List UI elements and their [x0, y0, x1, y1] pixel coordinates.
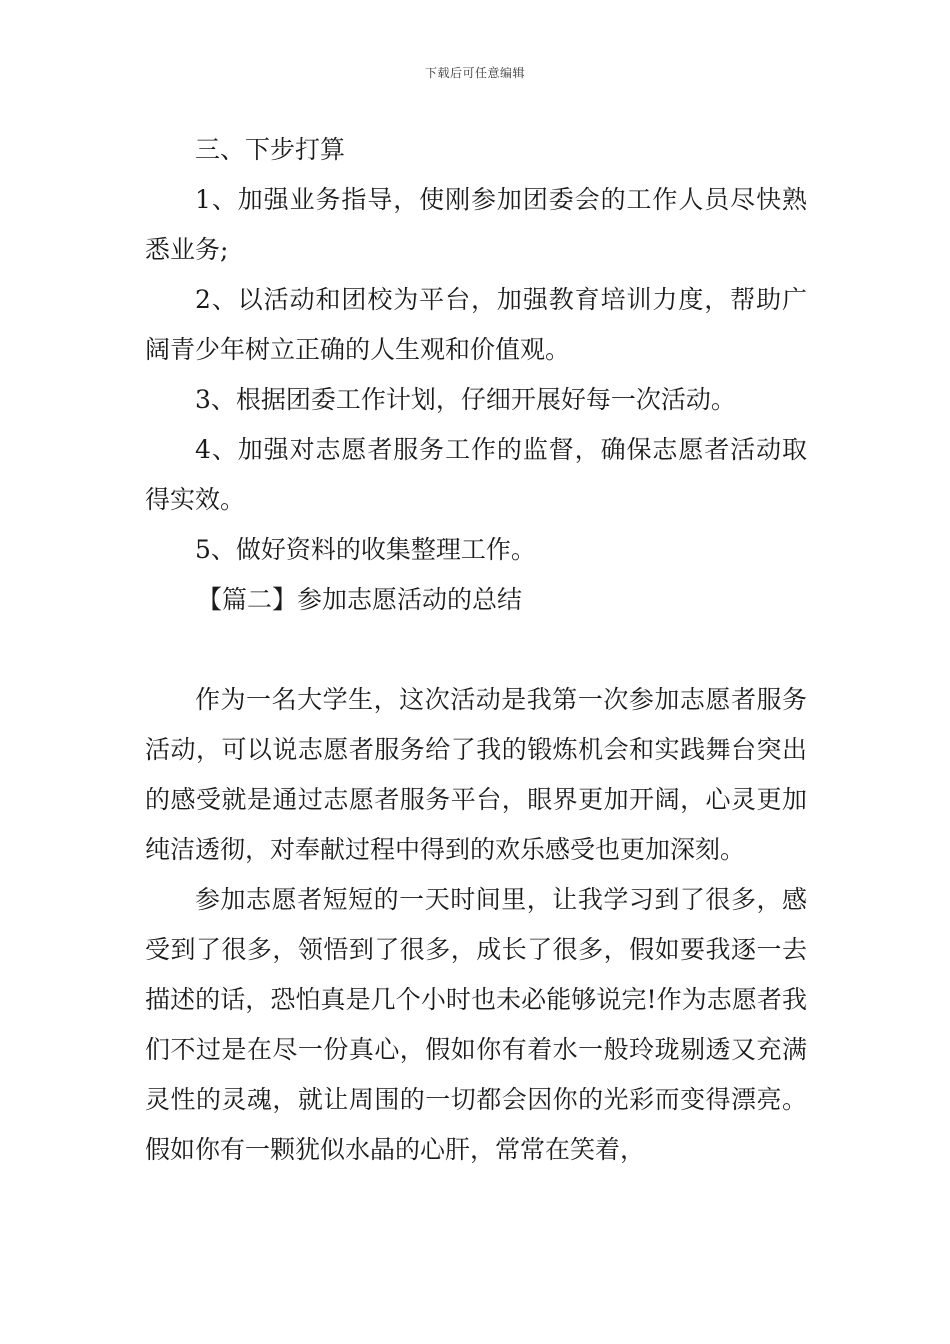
section-heading: 三、下步打算 [195, 135, 346, 164]
blank-line [145, 625, 807, 675]
plan-item: 5、做好资料的收集整理工作。 [195, 535, 536, 564]
page-header-note: 下载后可任意编辑 [424, 66, 525, 80]
plan-item: 1、加强业务指导，使刚参加团委会的工作人员尽快熟悉业务; [145, 185, 807, 264]
body-paragraph: 参加志愿者短短的一天时间里，让我学习到了很多，感受到了很多，领悟到了很多，成长了很多，假如要我逐一去描述的话，恐怕真是几个小时也未必能够说完!作为志愿者我们不过是在尽一份真心，假如你有着水一般玲珑剔透又充满灵性的灵魂，就让周围的一切都会因你的光彩而变得漂亮。假如你有一颗犹似水晶的心肝，常常在笑着， [145, 885, 807, 1164]
plan-item: 3、根据团委工作计划，仔细开展好每一次活动。 [195, 385, 736, 414]
chapter-title: 【篇二】参加志愿活动的总结 [197, 585, 523, 614]
document-body [145, 125, 807, 1175]
plan-item: 4、加强对志愿者服务工作的监督，确保志愿者活动取得实效。 [145, 435, 807, 514]
body-paragraph: 作为一名大学生，这次活动是我第一次参加志愿者服务活动，可以说志愿者服务给了我的锻炼机会和实践舞台突出的感受就是通过志愿者服务平台，眼界更加开阔，心灵更加纯洁透彻，对奉献过程中得到的欢乐感受也更加深刻。 [145, 685, 807, 864]
plan-item: 2、以活动和团校为平台，加强教育培训力度，帮助广阔青少年树立正确的人生观和价值观。 [145, 285, 807, 364]
